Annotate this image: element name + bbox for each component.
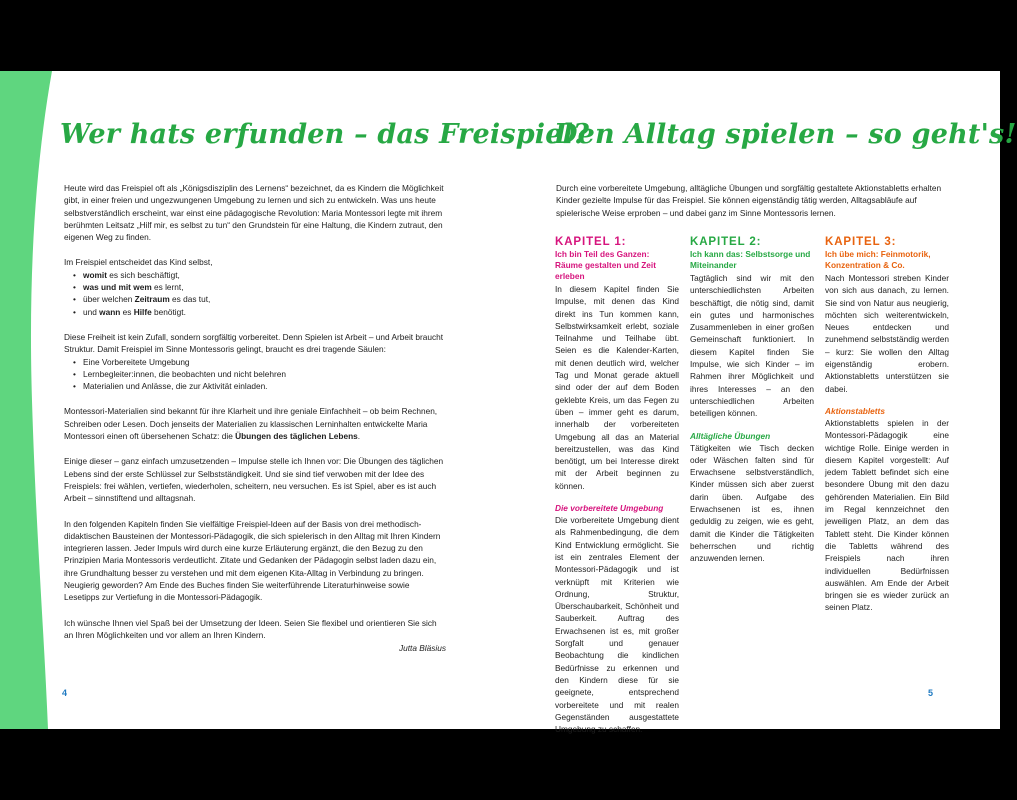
paragraph-decision-list: [64, 256, 446, 317]
list-intro: Im Freispiel entscheidet das Kind selbst,: [64, 257, 213, 268]
chapter-1-text: In diesem Kapitel finden Sie Impulse, mit denen das Kind direkt ins Tun kommen kann, Selbstwirksamkeit erlebt, soziale Teilnahme und Teilhabe übt. Seien es die Kalender-Karten, mit denen deutlich wird, welcher Tag und Monat gerade aktuell sind oder der auf dem Boden geklebte Kreis, um das Fegen zu üben – immer geht es darum, innerhalb der vorbereiteten Umgebung all das an Material bereitzustellen, was das Kind benötigt, um bei Interesse direkt mit der Arbeit beginnen zu können.: [555, 284, 679, 491]
left-page: [60, 71, 590, 729]
chapter-3-label: KAPITEL 3:: [825, 236, 897, 248]
chapter-2-subhead: Alltägliche Übungen: [690, 430, 771, 441]
green-page-edge: [0, 71, 60, 729]
paragraph-closing: Ich wünsche Ihnen viel Spaß bei der Umsetzung der Ideen. Seien Sie flexibel und orientieren Sie sich an Ihren Möglichkeiten und vor allem an Ihren Kindern.: [64, 617, 437, 640]
chapter-1-text-2: Die vorbereitete Umgebung dient als Rahmenbedingung, die dem Kind Entwicklung ermöglicht. Sie ist ein zentrales Element der Montessori-Pädagogik und ist verknüpft mit Kriterien wie Ordnung, Struktur, Überschaubarkeit, Schönheit und Sauberkeit. Auftrag des Erwachsenen ist es, mit großer Sorgfalt und genauer Beobachtung die kindlichen Bedürfnisse zu erkennen und den Kindern diese für sie geeignete, entsprechend vorbereitete und mit realen Gegenständen ausgestattete Umgebung zu schaffen.: [555, 515, 679, 735]
page-number-right: 5: [928, 688, 934, 698]
list-item: • über welchen Zeitraum es das tut,: [64, 293, 446, 305]
chapter-3-subhead: Aktionstabletts: [825, 405, 885, 416]
paragraph-intro: Heute wird das Freispiel oft als „Königsdisziplin des Lernens“ bezeichnet, da es Kindern die Möglichkeit gibt, in einer freien und ungezwungenen Umgebung zu lernen und sich zu entwickeln. Was uns heute selbstverständlich erscheint, war einst eine pädagogische Revolution: Maria Montessori legte mit ihrem berühmten Leitsatz „Hilf mir, es selbst zu tun“ den Grundstein für eine Haltung, die Kindern zutraut, den eigenen Weg zu finden.: [64, 183, 444, 243]
chapter-3-text: Nach Montessori streben Kinder von sich aus danach, zu lernen. Sie sind von Natur aus neugierig, möchten sich weiterentwickeln, Neues entdecken und zunehmend selbstständig werden – kurz: Sie wollen den Alltag eigenständig erobern. Aktionstabletts unterstützen sie dabei.: [825, 273, 949, 394]
chapter-3-subtitle: Ich übe mich: Feinmotorik, Konzentration & Co.: [825, 249, 931, 270]
chapter-2-column: [690, 236, 814, 565]
chapter-2-text-2: Tätigkeiten wie Tisch decken oder Wäschen falten sind für Erwachsene selbstverständlich, Kinder müssen sich aber zuerst darin üben. Aufgabe des Erwachsenen ist es, ihnen geduldig zu zeigen, wie es geht, damit die Kinder die Tätigkeiten beherrschen und richtig anzuwenden lernen.: [690, 442, 814, 564]
paragraph-impulses: Einige dieser – ganz einfach umzusetzenden – Impulse stelle ich Ihnen vor: Die Übungen des täglichen Lebens sind der erste Schlüssel zur Selbstständigkeit. Und sie sind tief verwoben mit der Idee des Freispiels: frei wählen, vertiefen, wiederholen, scheitern, neu versuchen. Es ist Spiel, aber es ist auch Arbeit – sinnstiftend und alltagsnah.: [64, 456, 444, 504]
right-page-title: Den Alltag spielen – so geht's!: [554, 119, 1017, 150]
book-spread: [0, 71, 1017, 735]
chapter-1-subtitle: Ich bin Teil des Ganzen: Räume gestalten und Zeit erleben: [555, 249, 656, 281]
paragraph-chapters: In den folgenden Kapiteln finden Sie vielfältige Freispiel-Ideen auf der Basis von drei methodisch-didaktischen Bausteinen der Montessori-Pädagogik, die sich spielerisch in den Alltag mit Ihren Kindern integrieren lassen. Jeder Impuls wird durch eine kurze Erläuterung ergänzt, die den Bezug zu den Prinzipien Maria Montessoris verdeutlicht. Zitate und Gedanken der Pädagogin selbst laden dazu ein, ihre Grundhaltung besser zu verstehen und mit dem eigenen Kita-Alltag in Verbindung zu bringen. Neugierig geworden? Am Ende des Buches finden Sie weiterführende Literaturhinweise sowie Lesetipps zur Vertiefung in die Montessori-Pädagogik.: [64, 518, 441, 603]
decision-list: [64, 269, 446, 318]
pillars-intro: Diese Freiheit ist kein Zufall, sondern sorgfältig vorbereitet. Denn Spielen ist Arbeit – und Arbeit braucht Struktur. Damit Freispiel im Sinne Montessoris gelingt, braucht es drei tragende Säulen:: [64, 331, 444, 355]
page-number-left: 4: [62, 688, 68, 698]
list-item: • Materialien und Anlässe, die zur Aktivität einladen.: [64, 380, 446, 392]
right-page-intro: Durch eine vorbereitete Umgebung, alltägliche Übungen und sorgfältig gestaltete Aktionstabletts erhalten Kinder gezielte Impulse für das Freispiel. Sie können eigenständig tätig werden, Alltagsabläufe auf spielerische Weise erproben – und dabei ganz im Sinne Montessoris lernen.: [556, 183, 942, 218]
paragraph-materials: Montessori-Materialien sind bekannt für ihre Klarheit und ihre geniale Einfachheit – ob beim Rechnen, Schreiben oder Lesen. Doch jenseits der Materialien zu klassischen Lerninhalten entwickelte Maria Montessori einen oft übersehenen Schatz: die Übungen des täglichen Lebens.: [64, 406, 438, 442]
author-signature: Jutta Bläsius: [398, 643, 446, 654]
list-item: • Eine Vorbereitete Umgebung: [64, 356, 446, 368]
list-item: • Lernbegleiter:innen, die beobachten und nicht belehren: [64, 368, 446, 380]
list-item: • was und mit wem es lernt,: [64, 281, 446, 293]
left-page-title: Wer hats erfunden – das Freispiel?: [60, 119, 590, 150]
left-page-body: [64, 182, 446, 655]
chapter-3-text-2: Aktionstabletts spielen in der Montessori-Pädagogik eine wichtige Rolle. Einige werden in diesem Kapitel vorgestellt: Auf jedem Tablett befindet sich eine besondere Übung mit den dazu gehörenden Materialien. Ein Bild im Regal kennzeichnet den jeweiligen Platz, an dem das Tablett steht. Die Kinder können die Tabletts während des Freispiels nach ihren individuellen Bedürfnissen auswählen. Am Ende der Arbeit bringen sie es wieder zurück an seinen Platz.: [825, 417, 949, 613]
chapter-1-label: KAPITEL 1:: [555, 236, 627, 248]
right-page: [500, 71, 1017, 735]
list-item: • womit es sich beschäftigt,: [64, 269, 446, 281]
chapter-1-subhead: Die vorbereitete Umgebung: [555, 503, 664, 514]
chapter-3-column: [825, 236, 949, 614]
chapter-2-text: Tagtäglich sind wir mit den unterschiedlichsten Arbeiten beschäftigt, die nötig sind, damit ein gutes und harmonisches Zusammenleben in einer großen Gemeinschaft funktioniert. In diesem Kapitel finden Sie Impulse, wie sich Kinder – im Rahmen ihrer Möglichkeit und ihres Interesses – an den unterschiedlichen Arbeiten beteiligen können.: [690, 273, 814, 419]
chapter-2-subtitle: Ich kann das: Selbstsorge und Miteinander: [690, 249, 811, 270]
chapter-2-label: KAPITEL 2:: [690, 236, 762, 248]
paragraph-pillars: [64, 331, 446, 392]
list-item: • und wann es Hilfe benötigt.: [64, 306, 446, 318]
chapter-1-column: [555, 236, 679, 735]
pillars-list: [64, 356, 446, 393]
